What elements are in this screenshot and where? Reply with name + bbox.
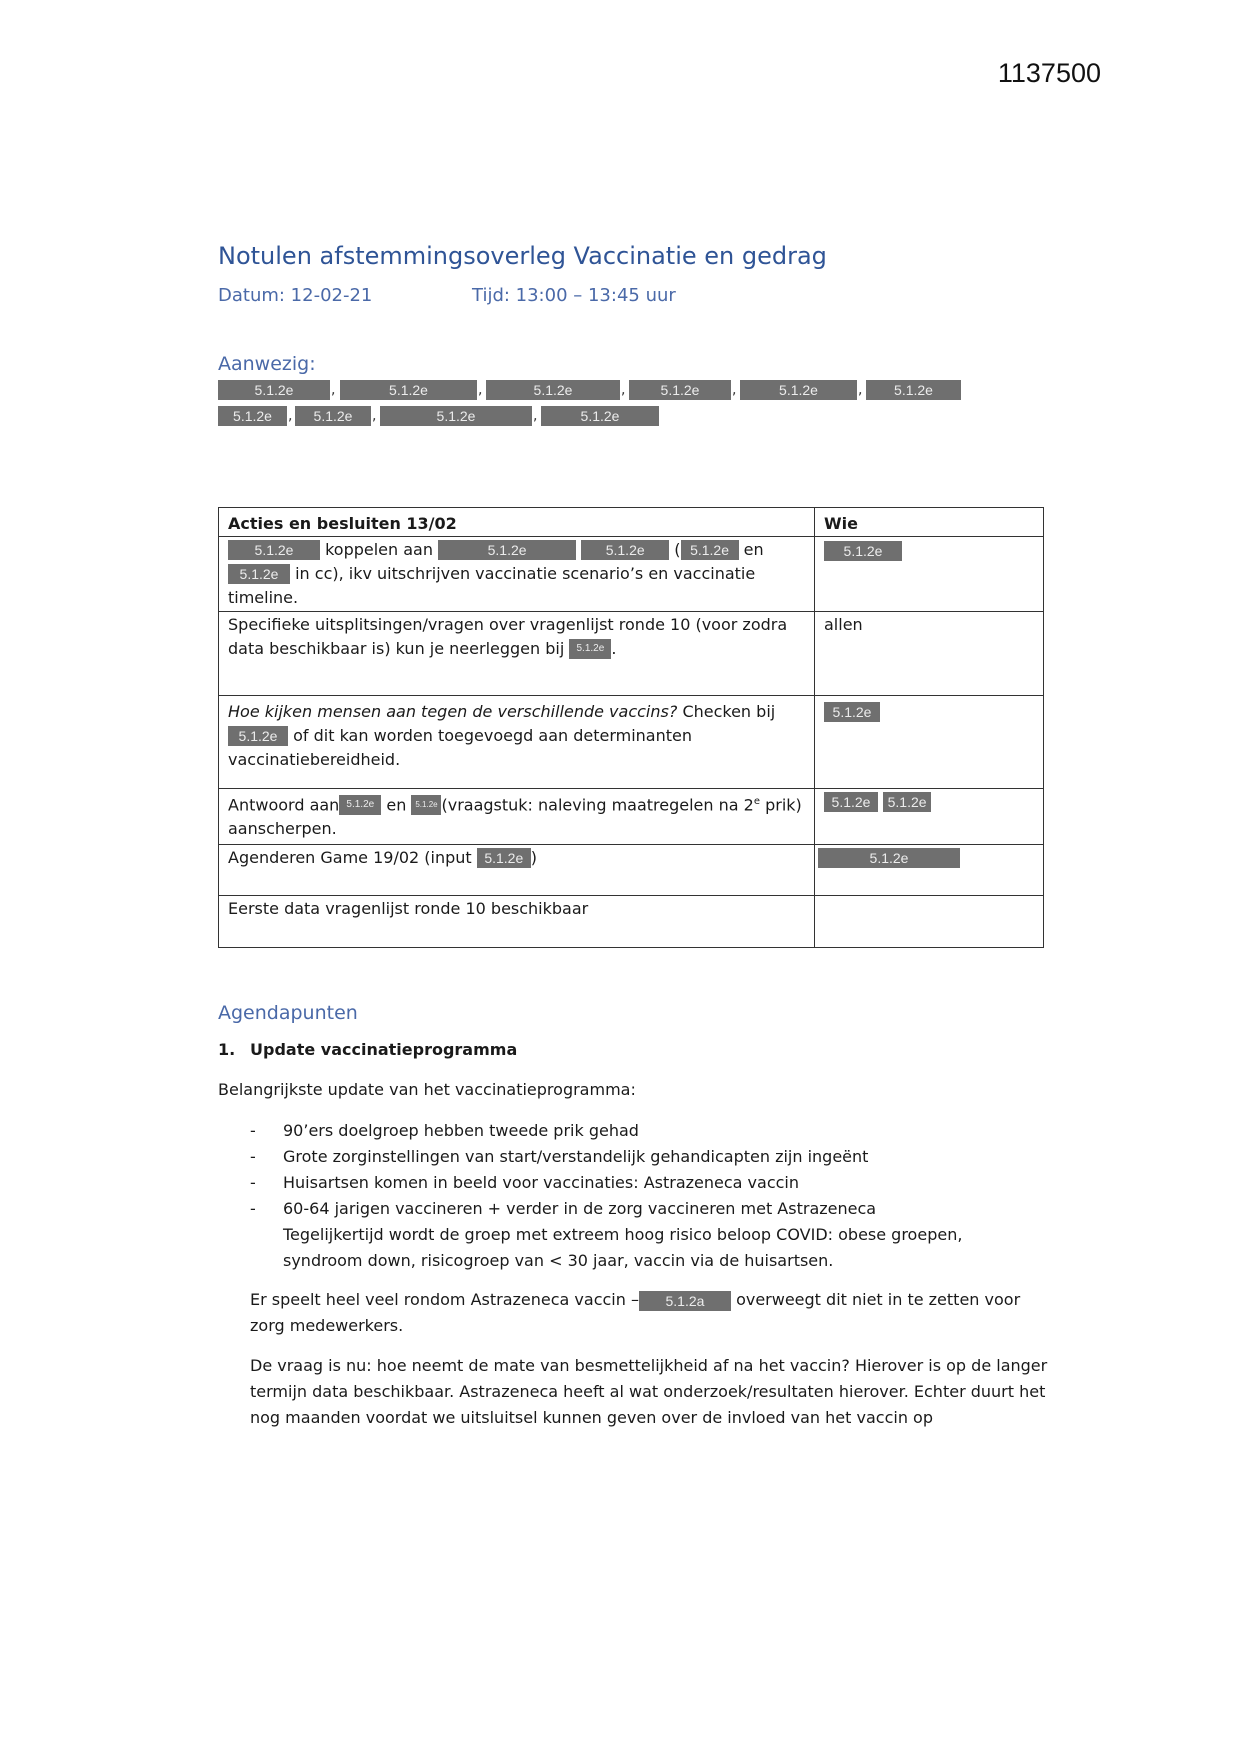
redaction-box: 5.1.2e xyxy=(486,380,620,400)
list-item-text: Tegelijkertijd wordt de groep met extreem hoog risico beloop COVID: obese groepen, syndroom down, risicogroep van < 30 jaar, vaccin via de huisartsen. xyxy=(283,1225,963,1270)
list-item xyxy=(250,1144,990,1170)
action-text: Agenderen Game 19/02 (input xyxy=(228,848,472,867)
agenda-item-title xyxy=(218,1040,517,1059)
redaction-box: 5.1.2e xyxy=(883,792,931,812)
separator: , xyxy=(533,408,538,424)
action-text: prik) xyxy=(765,795,802,815)
redaction-box: 5.1.2e xyxy=(569,639,611,659)
bullet-marker: - xyxy=(250,1121,256,1140)
table-row xyxy=(219,845,1044,896)
who-cell xyxy=(815,845,1044,896)
agenda-item-number: 1. xyxy=(218,1040,236,1059)
action-text: . xyxy=(611,639,617,658)
list-item-text: Huisartsen komen in beeld voor vaccinaties: Astrazeneca vaccin xyxy=(283,1173,800,1192)
redaction-box: 5.1.2e xyxy=(340,380,477,400)
paragraph-astrazeneca xyxy=(250,1287,1040,1339)
separator: , xyxy=(372,408,377,424)
bullet-marker: - xyxy=(250,1199,256,1218)
action-text: Antwoord aan xyxy=(228,795,340,815)
redaction-box: 5.1.2e xyxy=(824,702,880,722)
redaction-box: 5.1.2e xyxy=(339,795,381,815)
action-cell xyxy=(219,845,815,896)
who-cell xyxy=(815,537,1044,612)
action-text: en xyxy=(386,795,407,815)
redaction-box: 5.1.2e xyxy=(228,564,290,584)
redaction-box: 5.1.2e xyxy=(218,406,287,426)
redaction-box: 5.1.2e xyxy=(629,380,731,400)
ordinal-suffix: e xyxy=(753,796,760,807)
table-row xyxy=(219,612,1044,696)
redaction-box: 5.1.2e xyxy=(541,406,659,426)
redaction-box: 5.1.2e xyxy=(581,540,669,560)
list-item-text: 90’ers doelgroep hebben tweede prik gehad xyxy=(283,1121,639,1140)
action-cell xyxy=(219,789,815,845)
list-item xyxy=(250,1118,990,1144)
update-list xyxy=(250,1118,990,1274)
meeting-date: Datum: 12-02-21 xyxy=(218,285,373,306)
action-text: ( xyxy=(674,540,681,559)
redaction-box: 5.1.2e xyxy=(681,540,739,560)
table-header-row xyxy=(219,508,1044,537)
redaction-box: 5.1.2e xyxy=(824,792,878,812)
separator: , xyxy=(858,382,863,398)
separator: , xyxy=(621,382,626,398)
list-item xyxy=(250,1170,990,1196)
redaction-box: 5.1.2e xyxy=(866,380,961,400)
separator: , xyxy=(288,408,293,424)
action-text: of dit kan worden toegevoegd aan determinanten vaccinatiebereidheid. xyxy=(228,726,693,769)
list-item-text: Grote zorginstellingen van start/verstandelijk gehandicapten zijn ingeënt xyxy=(283,1147,869,1166)
action-question: Hoe kijken mensen aan tegen de verschillende vaccins? xyxy=(228,702,678,721)
action-cell: Eerste data vragenlijst ronde 10 beschikbaar xyxy=(219,896,815,948)
action-text: en xyxy=(743,540,764,559)
action-text: (vraagstuk: naleving maatregelen na 2 xyxy=(441,795,754,815)
action-text: aanscherpen. xyxy=(228,819,337,839)
paragraph-text: overweegt dit niet in te zetten voor zorg medewerkers. xyxy=(250,1290,1021,1335)
agenda-item-label: Update vaccinatieprogramma xyxy=(250,1040,518,1059)
list-item xyxy=(250,1196,990,1222)
document-id: 1137500 xyxy=(997,58,1101,88)
action-cell xyxy=(219,612,815,696)
meeting-time: Tijd: 13:00 – 13:45 uur xyxy=(472,285,676,306)
redaction-box: 5.1.2e xyxy=(295,406,371,426)
separator: , xyxy=(331,382,336,398)
redaction-box: 5.1.2e xyxy=(228,540,320,560)
who-cell xyxy=(815,789,1044,845)
redaction-box: 5.1.2e xyxy=(824,541,902,561)
redaction-box: 5.1.2e xyxy=(740,380,857,400)
header-who: Wie xyxy=(815,508,1044,537)
separator: , xyxy=(478,382,483,398)
who-cell xyxy=(815,896,1044,948)
action-cell xyxy=(219,696,815,789)
list-item-continuation xyxy=(250,1222,990,1274)
agenda-heading: Agendapunten xyxy=(218,1002,358,1024)
action-text: Checken bij xyxy=(682,702,776,721)
who-cell xyxy=(815,696,1044,789)
bullet-marker: - xyxy=(250,1173,256,1192)
who-cell: allen xyxy=(815,612,1044,696)
paragraph-text: Er speelt heel veel rondom Astrazeneca vaccin – xyxy=(250,1290,639,1309)
table-row xyxy=(219,696,1044,789)
page-title: Notulen afstemmingsoverleg Vaccinatie en gedrag xyxy=(218,242,827,270)
agenda-intro: Belangrijkste update van het vaccinatieprogramma: xyxy=(218,1080,636,1099)
list-item-text: 60-64 jarigen vaccineren + verder in de zorg vaccineren met Astrazeneca xyxy=(283,1199,877,1218)
redaction-box: 5.1.2e xyxy=(380,406,532,426)
redaction-box: 5.1.2e xyxy=(411,795,441,815)
action-text: in cc), ikv uitschrijven vaccinatie scenario’s en vaccinatie timeline. xyxy=(228,564,756,607)
table-row xyxy=(219,896,1044,948)
header-actions: Acties en besluiten 13/02 xyxy=(219,508,815,537)
action-text: koppelen aan xyxy=(325,540,433,559)
redaction-box: 5.1.2e xyxy=(218,380,330,400)
actions-table xyxy=(218,507,1044,948)
table-row xyxy=(219,537,1044,612)
redaction-box: 5.1.2a xyxy=(639,1291,731,1311)
paragraph-contagiousness: De vraag is nu: hoe neemt de mate van besmettelijkheid af na het vaccin? Hierover is op de langer termijn data beschikbaar. Astrazeneca heeft al wat onderzoek/resultaten hierover. Echter duurt het nog maanden voordat we uitsluitsel kunnen geven over de invloed van het vaccin op xyxy=(250,1356,1048,1427)
attendees-heading: Aanwezig: xyxy=(218,353,316,375)
action-cell xyxy=(219,537,815,612)
redaction-box: 5.1.2e xyxy=(477,848,531,868)
redaction-box: 5.1.2e xyxy=(228,726,288,746)
bullet-marker: - xyxy=(250,1147,256,1166)
separator: , xyxy=(732,382,737,398)
action-text: ) xyxy=(530,848,538,867)
redaction-box: 5.1.2e xyxy=(438,540,576,560)
table-row xyxy=(219,789,1044,845)
redaction-box: 5.1.2e xyxy=(818,848,960,868)
action-text: Specifieke uitsplitsingen/vragen over vragenlijst ronde 10 (voor zodra data beschikbaar is) kun je neerleggen bij xyxy=(228,615,788,658)
